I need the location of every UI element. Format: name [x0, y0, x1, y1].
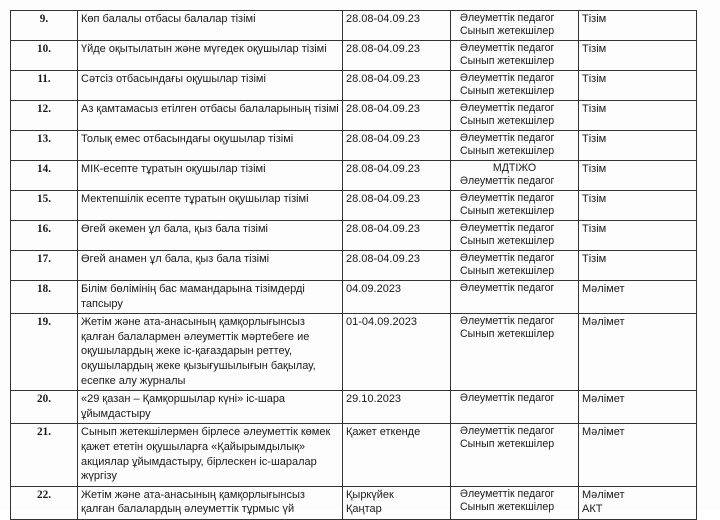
date-cell [343, 486, 451, 519]
responsible-cell [451, 251, 579, 281]
responsible-text: Сынып жетекшілер [460, 205, 555, 217]
form-cell [579, 131, 697, 161]
form-cell [579, 71, 697, 101]
table-row [11, 11, 697, 41]
form-text: Мәлімет [582, 488, 625, 501]
date-cell [343, 424, 451, 486]
date-cell [343, 161, 451, 191]
form-cell [579, 101, 697, 131]
date-text: 28.08-04.09.23 [346, 13, 421, 25]
date-text: 28.08-04.09.23 [346, 193, 421, 205]
form-text: Тізім [582, 13, 607, 25]
responsible-text: Сынып жетекшілер [460, 25, 555, 37]
form-text: Мәлімет [582, 426, 625, 439]
form-text: Тізім [582, 103, 607, 115]
responsible-text: Әлеуметтік педагог [460, 132, 555, 144]
responsible-text: МДТІЖО [492, 162, 537, 174]
form-cell [579, 161, 697, 191]
date-cell [343, 221, 451, 251]
row-number: 10. [11, 41, 78, 71]
task-cell: Мектепшілік есепте тұратын оқушылар тізімі [78, 191, 343, 221]
date-text: 04.09.2023 [346, 283, 402, 295]
date-text: Қаңтар [346, 503, 382, 516]
responsible-cell [451, 161, 579, 191]
form-cell [579, 486, 697, 519]
date-cell [343, 281, 451, 314]
form-text: Тізім [582, 43, 607, 55]
date-text: Қажет еткенде [346, 426, 421, 439]
table-row [11, 191, 697, 221]
responsible-text: Сынып жетекшілер [460, 55, 555, 67]
date-text: 28.08-04.09.23 [346, 73, 421, 85]
table-row [11, 391, 697, 424]
date-cell [343, 131, 451, 161]
responsible-cell [451, 391, 579, 424]
task-cell: Толық емес отбасындағы оқушылар тізімі [78, 131, 343, 161]
responsible-text: Сынып жетекшілер [460, 500, 555, 513]
table-row [11, 161, 697, 191]
task-cell: Білім бөлімінің бас мамандарына тізімдерді тапсыру [78, 281, 343, 314]
row-number: 17. [11, 251, 78, 281]
date-text: 29.10.2023 [346, 393, 402, 406]
form-cell [579, 314, 697, 391]
row-number: 20. [11, 391, 78, 424]
row-number: 21. [11, 424, 78, 486]
row-number: 22. [11, 486, 78, 519]
date-text: 28.08-04.09.23 [346, 103, 421, 115]
responsible-text: Әлеуметтік педагог [460, 42, 555, 54]
task-cell: Жетім және ата-анасының қамқорлығынсыз қалған балалардың әлеуметтік тұрмыс үй [78, 486, 343, 519]
table-row [11, 221, 697, 251]
table-row [11, 131, 697, 161]
form-text: Мәлімет [582, 393, 625, 406]
responsible-cell [451, 424, 579, 486]
responsible-cell [451, 71, 579, 101]
responsible-text: Әлеуметтік педагог [460, 252, 555, 264]
form-cell [579, 11, 697, 41]
responsible-text: Әлеуметтік педагог [460, 392, 555, 405]
table-row [11, 314, 697, 391]
responsible-text: Сынып жетекшілер [460, 115, 555, 127]
responsible-text: Сынып жетекшілер [460, 438, 555, 451]
row-number: 16. [11, 221, 78, 251]
form-cell [579, 424, 697, 486]
form-text: Тізім [582, 163, 607, 175]
date-cell [343, 391, 451, 424]
task-cell: Үйде оқытылатын және мүгедек оқушылар тізімі [78, 41, 343, 71]
responsible-cell [451, 11, 579, 41]
form-cell [579, 221, 697, 251]
row-number: 18. [11, 281, 78, 314]
date-text: 28.08-04.09.23 [346, 253, 421, 265]
task-cell: Аз қамтамасыз етілген отбасы балаларының тізімі [78, 101, 343, 131]
task-cell: Жетім және ата-анасының қамқорлығынсыз қалған балалармен әлеуметтік мәртебеге ие оқушылардың жеке іс-қағаздарын реттеу, оқушылардың жеке қызығушылығын бақылау, есепке алу журналы [78, 314, 343, 391]
responsible-text: Әлеуметтік педагог [460, 192, 555, 204]
date-cell [343, 101, 451, 131]
responsible-text: Әлеуметтік педагог [460, 72, 555, 84]
table-row [11, 101, 697, 131]
table-row [11, 486, 697, 519]
date-cell [343, 314, 451, 391]
responsible-text: Сынып жетекшілер [460, 328, 555, 341]
date-text: 28.08-04.09.23 [346, 43, 421, 55]
form-text: Мәлімет [582, 316, 625, 329]
responsible-text: Әлеуметтік педагог [460, 487, 555, 500]
date-cell [343, 251, 451, 281]
task-cell: Өгей әкемен ұл бала, қыз бала тізімі [78, 221, 343, 251]
form-cell [579, 281, 697, 314]
date-text: 28.08-04.09.23 [346, 163, 421, 175]
row-number: 11. [11, 71, 78, 101]
responsible-text: Әлеуметтік педагог [460, 102, 555, 114]
form-cell [579, 41, 697, 71]
form-text: Тізім [582, 73, 607, 85]
responsible-cell [451, 131, 579, 161]
table-row [11, 424, 697, 486]
responsible-cell [451, 41, 579, 71]
date-text: 01-04.09.2023 [346, 316, 417, 329]
row-number: 13. [11, 131, 78, 161]
responsible-text: Әлеуметтік педагог [460, 222, 555, 234]
responsible-text: Әлеуметтік педагог [460, 12, 555, 24]
date-text: Қыркүйек [346, 488, 394, 501]
form-text: Тізім [582, 223, 607, 235]
date-cell [343, 11, 451, 41]
responsible-text: Сынып жетекшілер [460, 235, 555, 247]
table-row [11, 281, 697, 314]
date-text: 28.08-04.09.23 [346, 133, 421, 145]
form-cell [579, 391, 697, 424]
row-number: 14. [11, 161, 78, 191]
form-cell [579, 191, 697, 221]
task-cell: МІК-есепте тұратын оқушылар тізімі [78, 161, 343, 191]
date-cell [343, 191, 451, 221]
task-cell: «29 қазан – Қамқоршылар күні» іс-шара ұйымдастыру [78, 391, 343, 424]
form-text: Тізім [582, 133, 607, 145]
responsible-cell [451, 191, 579, 221]
responsible-cell [451, 221, 579, 251]
table-row [11, 41, 697, 71]
form-text: АКТ [582, 503, 603, 516]
responsible-text: Сынып жетекшілер [460, 85, 555, 97]
responsible-text: Әлеуметтік педагог [460, 175, 555, 187]
date-cell [343, 71, 451, 101]
date-text: 28.08-04.09.23 [346, 223, 421, 235]
responsible-text: Әлеуметтік педагог [460, 315, 555, 328]
row-number: 12. [11, 101, 78, 131]
task-cell: Сәтсіз отбасындағы оқушылар тізімі [78, 71, 343, 101]
row-number: 9. [11, 11, 78, 41]
form-text: Тізім [582, 253, 607, 265]
responsible-cell [451, 486, 579, 519]
row-number: 15. [11, 191, 78, 221]
responsible-text: Әлеуметтік педагог [460, 282, 555, 294]
task-cell: Сынып жетекшілермен бірлесе әлеуметтік көмек қажет ететін оқушыларға «Қайырымдылық» акциялар ұйымдастыру, бірлескен іс-шаралар жүргізу [78, 424, 343, 486]
responsible-cell [451, 101, 579, 131]
task-cell: Көп балалы отбасы балалар тізімі [78, 11, 343, 41]
table-row [11, 71, 697, 101]
responsible-text: Әлеуметтік педагог [460, 425, 555, 438]
plan-table-body [11, 11, 697, 520]
row-number: 19. [11, 314, 78, 391]
table-row [11, 251, 697, 281]
form-cell [579, 251, 697, 281]
task-cell: Өгей анамен ұл бала, қыз бала тізімі [78, 251, 343, 281]
form-text: Тізім [582, 193, 607, 205]
plan-table [10, 10, 697, 520]
responsible-text: Сынып жетекшілер [460, 265, 555, 277]
form-text: Мәлімет [582, 283, 625, 295]
responsible-cell [451, 281, 579, 314]
responsible-cell [451, 314, 579, 391]
responsible-text: Сынып жетекшілер [460, 145, 555, 157]
date-cell [343, 41, 451, 71]
